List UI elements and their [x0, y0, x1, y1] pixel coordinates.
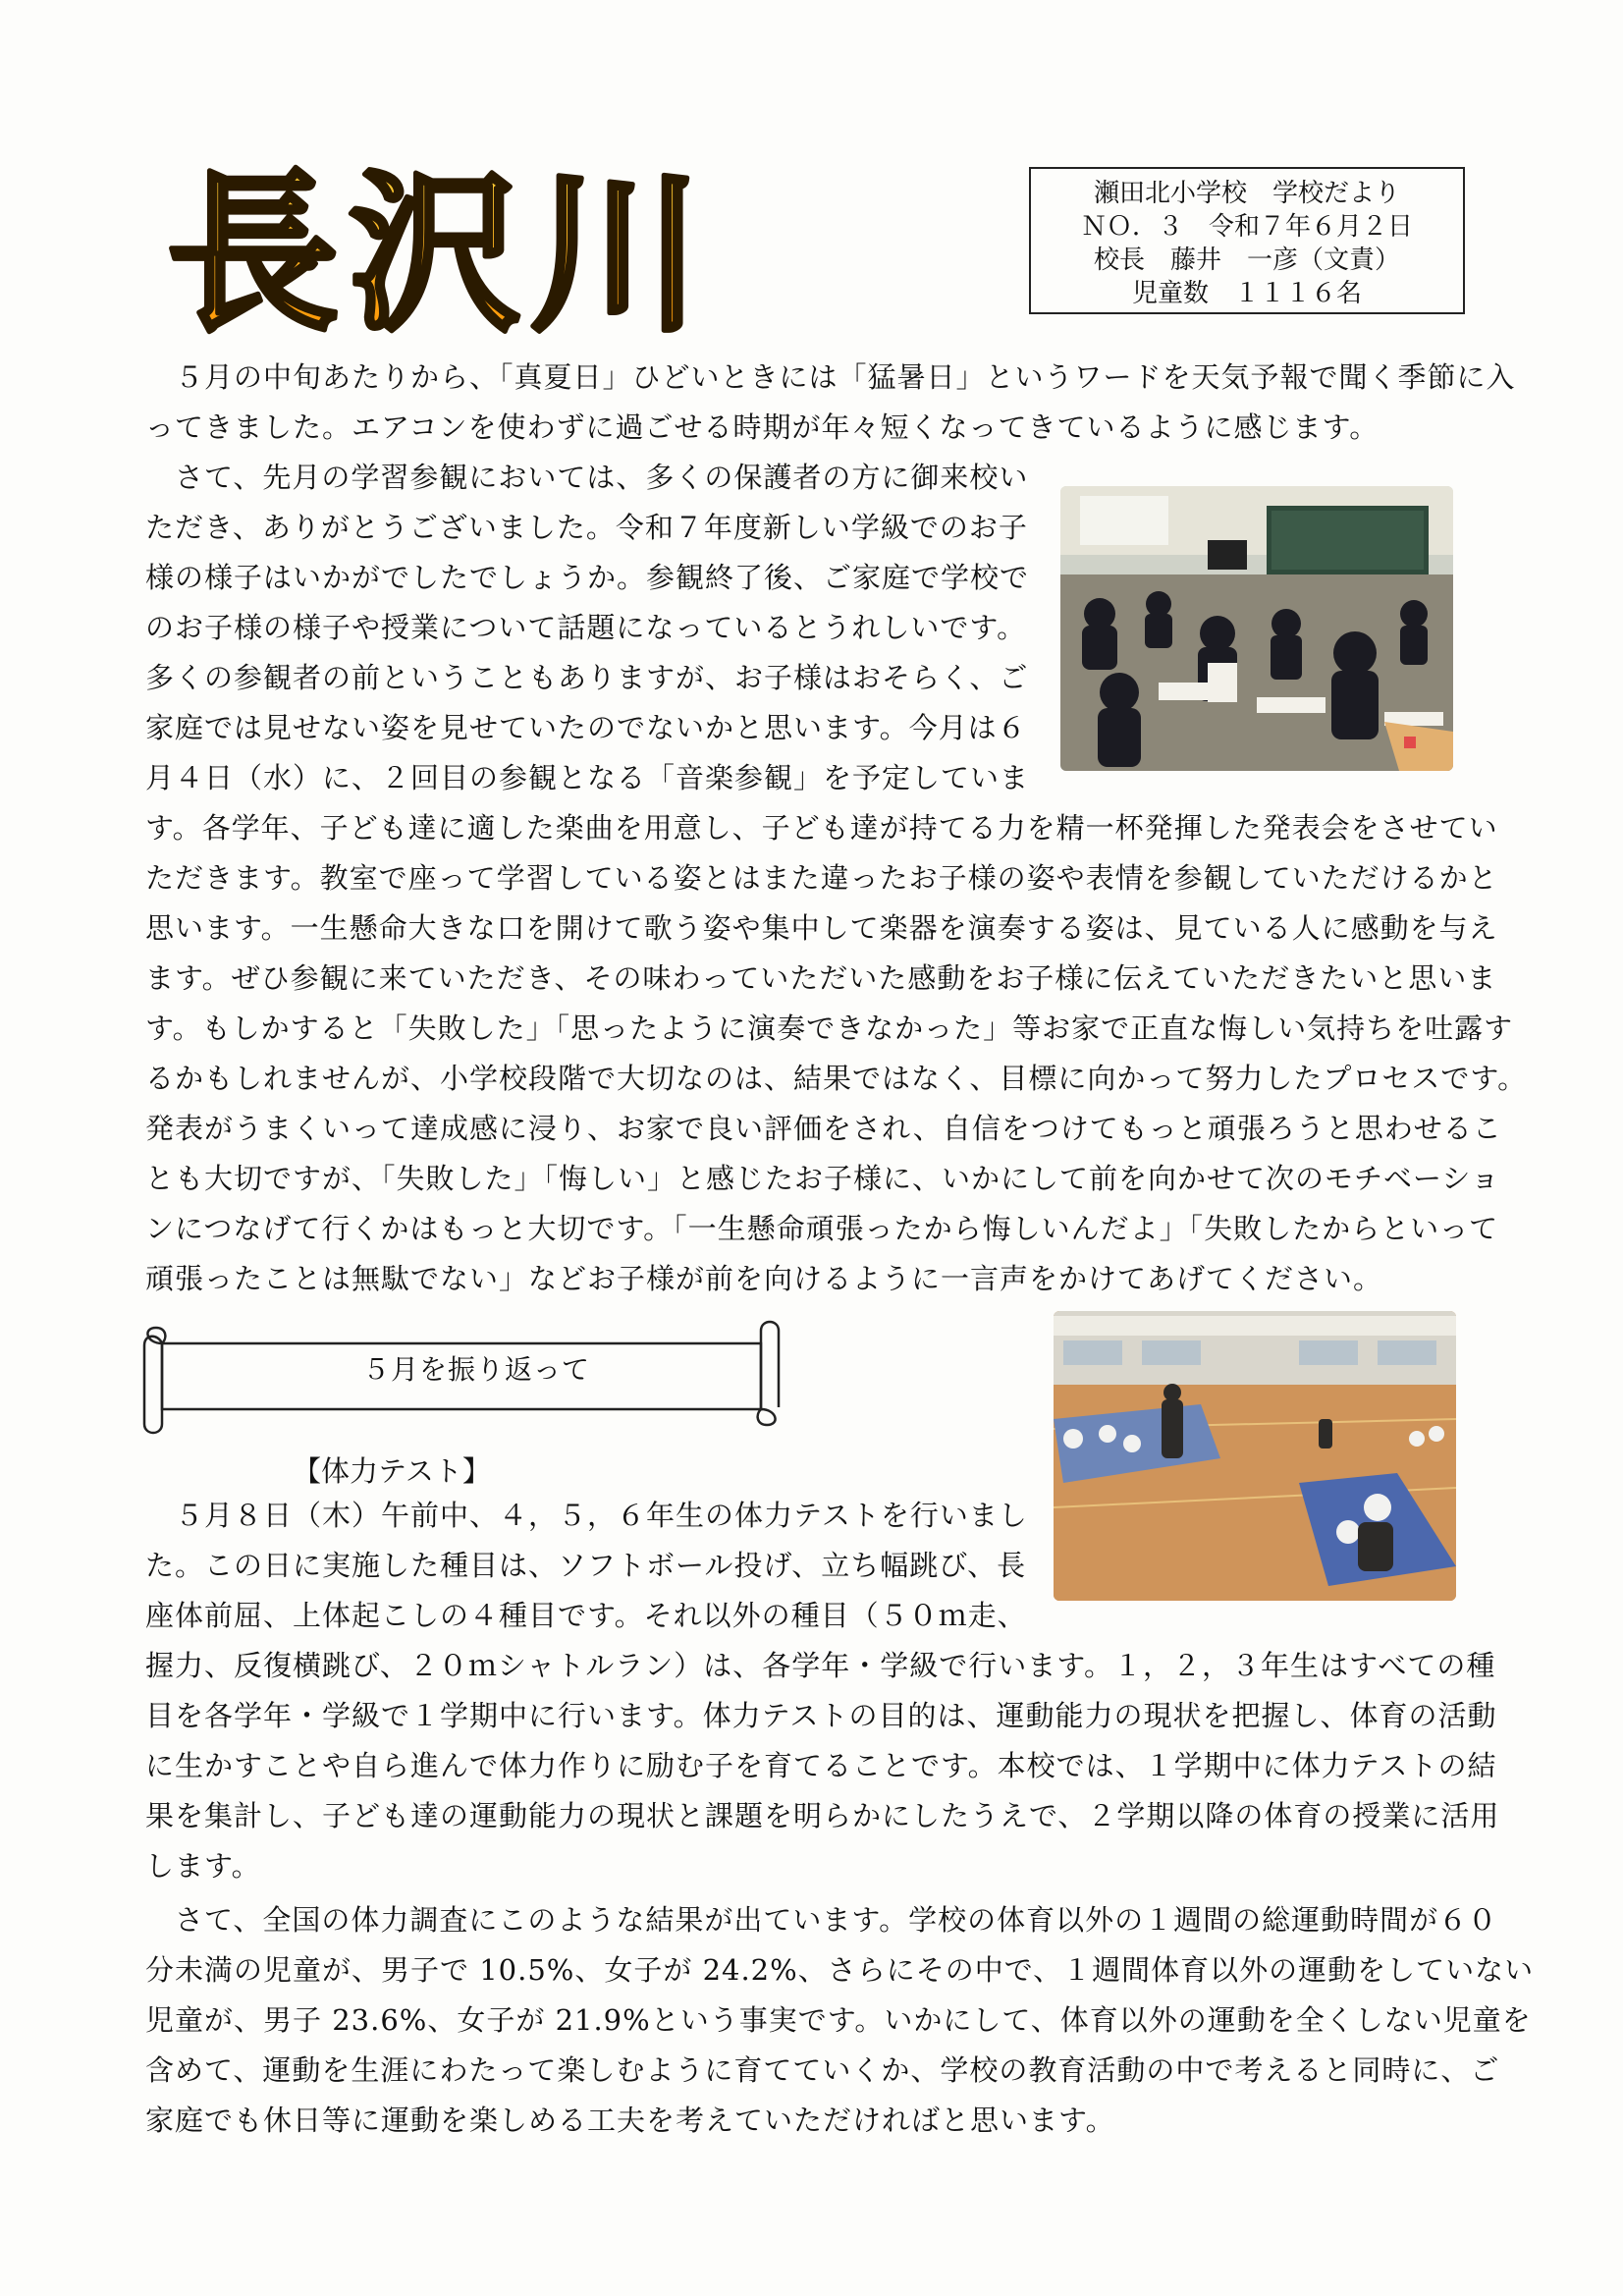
article1-line: 様の様子はいかがでしたでしょうか。参観終了後、ご家庭で学校で [145, 561, 1030, 594]
article1-line: ます。ぜひ参観に来ていただき、その味わっていただいた感動をお子様に伝えていただきたいと思いま [145, 961, 1497, 995]
article1-line: ただき、ありがとうございました。令和７年度新しい学級でのお子 [145, 511, 1028, 544]
article1-line: ンにつなげて行くかはもっと大切です。「一生懸命頑張ったから悔しいんだよ」「失敗したからといって [145, 1212, 1499, 1245]
article1-line: ってきました。エアコンを使わずに過ごせる時期が年々短くなってきているように感じます。 [145, 410, 1380, 444]
article1-line: す。もしかすると「失敗した」「思ったように演奏できなかった」等お家で正直な悔しい気持ちを吐露す [145, 1011, 1514, 1045]
article1-line: 月４日（水）に、２回目の参観となる「音楽参観」を予定していま [145, 761, 1030, 794]
section2-line: 含めて、運動を生涯にわたって楽しむように育てていくか、学校の教育活動の中で考えると同時に、ご [145, 2053, 1500, 2087]
section2-line: 座体前屈、上体起こしの４種目です。それ以外の種目（５０ｍ走、 [145, 1599, 1027, 1632]
article1-line: 家庭では見せない姿を見せていたのでないかと思います。今月は６ [145, 711, 1027, 744]
article1-line: るかもしれませんが、小学校段階で大切なのは、結果ではなく、目標に向かって努力したプロセスです。 [145, 1062, 1528, 1095]
student-count: 児童数 １１１６名 [1131, 279, 1362, 308]
article1-line: す。各学年、子ども達に適した楽曲を用意し、子ども達が持てる力を精一杯発揮した発表会をさせてい [145, 811, 1498, 845]
section-banner-title: ５月を振り返って [361, 1353, 590, 1386]
masthead-title-text: 長沢川 [167, 156, 712, 344]
article1-line: 発表がうまくいって達成感に浸り、お家で良い評価をされ、自信をつけてもっと頑張ろうと思わせるこ [145, 1112, 1502, 1145]
masthead-title [157, 147, 844, 344]
section2-line: 果を集計し、子ども達の運動能力の現状と課題を明らかにしたうえで、２学期以降の体育の授業に活用 [145, 1799, 1500, 1832]
section2-line: 分未満の児童が、男子で 10.5%、女子が 24.2%、さらにその中で、１週間体育以外の運動をしていない [145, 1953, 1535, 1987]
section-subheading: 【体力テスト】 [293, 1454, 491, 1488]
section2-line: 家庭でも休日等に運動を楽しめる工夫を考えていただければと思います。 [145, 2104, 1115, 2137]
article1-line: のお子様の様子や授業について話題になっているとうれしいです。 [145, 611, 1027, 644]
newsletter-info-box [1029, 167, 1465, 314]
school-name: 瀬田北小学校 学校だより [1093, 179, 1400, 208]
classroom-photo [1060, 486, 1453, 771]
section-banner [133, 1316, 790, 1439]
article1-line: ただきます。教室で座って学習している姿とはまた違ったお子様の姿や表情を参観していただけるかと [145, 861, 1498, 895]
section2-line: 握力、反復横跳び、２０ｍシャトルラン）は、各学年・学級で行います。１，２，３年生はすべての種 [145, 1649, 1496, 1682]
section2-line: た。この日に実施した種目は、ソフトボール投げ、立ち幅跳び、長 [145, 1549, 1027, 1582]
gymnasium-photo [1054, 1311, 1456, 1601]
article1-line: さて、先月の学習参観においては、多くの保護者の方に御来校い [175, 461, 1029, 494]
section2-line: します。 [145, 1849, 261, 1883]
article1-line: ５月の中旬あたりから、「真夏日」ひどいときには「猛暑日」というワードを天気予報で聞く季節に入 [175, 360, 1516, 394]
section2-line: 目を各学年・学級で１学期中に行います。体力テストの目的は、運動能力の現状を把握し、体育の活動 [145, 1699, 1497, 1732]
article1-line: 思います。一生懸命大きな口を開けて歌う姿や集中して楽器を演奏する姿は、見ている人に感動を与え [145, 911, 1498, 945]
section2-line: ５月８日（木）午前中、４，５，６年生の体力テストを行いまし [175, 1499, 1028, 1532]
issue-number-date: ＮＯ．３ 令和７年６月２日 [1080, 212, 1413, 242]
article1-line: 頑張ったことは無駄でない」などお子様が前を向けるように一言声をかけてあげてください。 [145, 1262, 1383, 1295]
section2-line: さて、全国の体力調査にこのような結果が出ています。学校の体育以外の１週間の総運動時間が６０ [175, 1903, 1498, 1937]
section2-line: に生かすことや自ら進んで体力作りに励む子を育てることです。本校では、１学期中に体力テストの結 [145, 1749, 1497, 1782]
principal-name: 校長 藤井 一彦（文責） [1093, 246, 1400, 275]
section2-line: 児童が、男子 23.6%、女子が 21.9%という事実です。いかにして、体育以外の運動を全くしない児童を [145, 2003, 1532, 2037]
article1-line: とも大切ですが、「失敗した」「悔しい」と感じたお子様に、いかにして前を向かせて次のモチベーショ [145, 1162, 1500, 1195]
article1-line: 多くの参観者の前ということもありますが、お子様はおそらく、ご [145, 661, 1029, 694]
